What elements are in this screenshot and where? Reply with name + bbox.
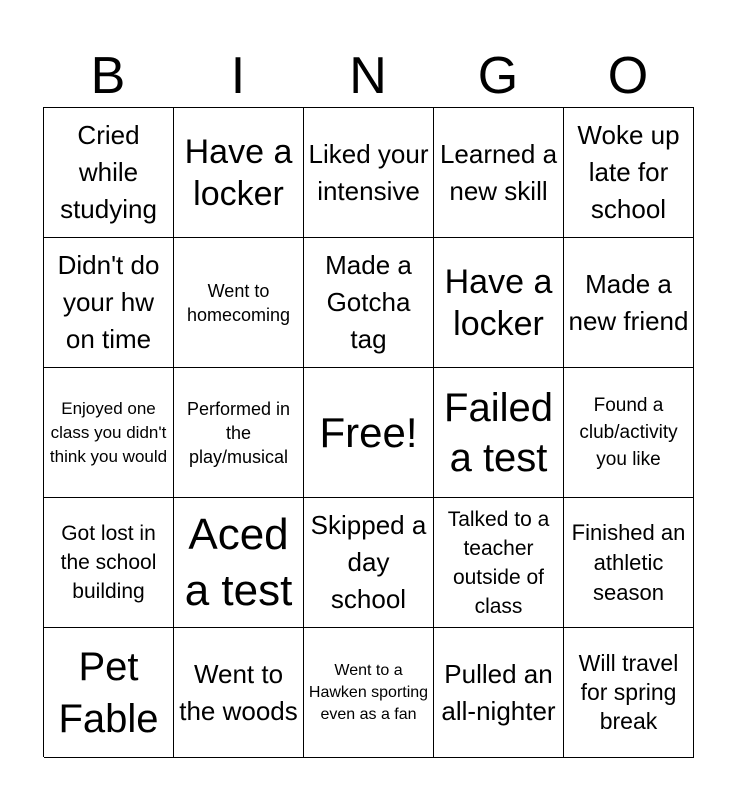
bingo-cell-r2c4[interactable] <box>434 238 564 368</box>
cell-text: Got lost in the school building <box>60 522 157 603</box>
bingo-cell-r1c4[interactable] <box>434 108 564 238</box>
header-letter-g: G <box>477 47 519 105</box>
cell-text: Liked your intensive <box>308 138 429 206</box>
bingo-cell-r1c1[interactable] <box>44 108 174 238</box>
cell-text: Learned a new skill <box>439 138 558 206</box>
bingo-cell-r2c3[interactable] <box>304 238 434 368</box>
cell-text: Made a Gotcha tag <box>325 250 412 354</box>
cell-text: Made a new friend <box>568 268 689 336</box>
bingo-cell-r5c1[interactable] <box>44 628 174 758</box>
cell-text: Performed in the play/musical <box>186 398 291 467</box>
bingo-header <box>43 44 693 108</box>
cell-text: Aced a test <box>184 509 293 615</box>
header-letter-n: N <box>349 47 387 105</box>
bingo-cell-r2c1[interactable] <box>44 238 174 368</box>
bingo-board <box>43 107 694 757</box>
bingo-cell-r4c4[interactable] <box>434 498 564 628</box>
bingo-cell-r1c3[interactable] <box>304 108 434 238</box>
cell-text: Went to the woods <box>179 658 298 726</box>
cell-text: Talked to a teacher outside of class <box>447 507 550 618</box>
cell-text: Enjoyed one class you didn't think you would <box>49 398 168 466</box>
bingo-cell-r3c4[interactable] <box>434 368 564 498</box>
cell-text: Will travel for spring break <box>578 650 679 734</box>
bingo-cell-r3c3[interactable] <box>304 368 434 498</box>
cell-text: Went to homecoming <box>186 280 291 325</box>
header-letter-o: O <box>607 47 649 105</box>
bingo-cell-r3c5[interactable] <box>564 368 694 498</box>
bingo-cell-r5c4[interactable] <box>434 628 564 758</box>
bingo-cell-r3c1[interactable] <box>44 368 174 498</box>
cell-text: Found a club/activity you like <box>579 395 678 470</box>
bingo-cell-r5c5[interactable] <box>564 628 694 758</box>
bingo-cell-r4c1[interactable] <box>44 498 174 628</box>
cell-text: Pet Fable <box>58 644 159 741</box>
cell-text: Cried while studying <box>60 120 157 224</box>
cell-text: Pulled an all-nighter <box>441 658 556 726</box>
bingo-cell-r5c3[interactable] <box>304 628 434 758</box>
bingo-cell-r1c2[interactable] <box>174 108 304 238</box>
cell-text: Have a locker <box>184 132 293 213</box>
cell-text: Have a locker <box>444 262 553 343</box>
cell-text: Skipped a day school <box>310 510 427 614</box>
bingo-cell-r2c5[interactable] <box>564 238 694 368</box>
bingo-cell-r5c2[interactable] <box>174 628 304 758</box>
bingo-cell-r4c5[interactable] <box>564 498 694 628</box>
cell-text: Woke up late for school <box>577 120 680 224</box>
header-letter-b: B <box>90 47 126 105</box>
cell-text: Went to a Hawken sporting even as a fan <box>308 661 429 723</box>
cell-text: Failed a test <box>444 385 553 480</box>
bingo-cell-r3c2[interactable] <box>174 368 304 498</box>
bingo-cell-r4c3[interactable] <box>304 498 434 628</box>
header-letter-i: I <box>230 47 246 105</box>
cell-text free-space: Free! <box>319 408 418 456</box>
bingo-cell-r1c5[interactable] <box>564 108 694 238</box>
bingo-cell-r4c2[interactable] <box>174 498 304 628</box>
cell-text: Finished an athletic season <box>571 519 686 605</box>
bingo-cell-r2c2[interactable] <box>174 238 304 368</box>
cell-text: Didn't do your hw on time <box>57 250 160 354</box>
